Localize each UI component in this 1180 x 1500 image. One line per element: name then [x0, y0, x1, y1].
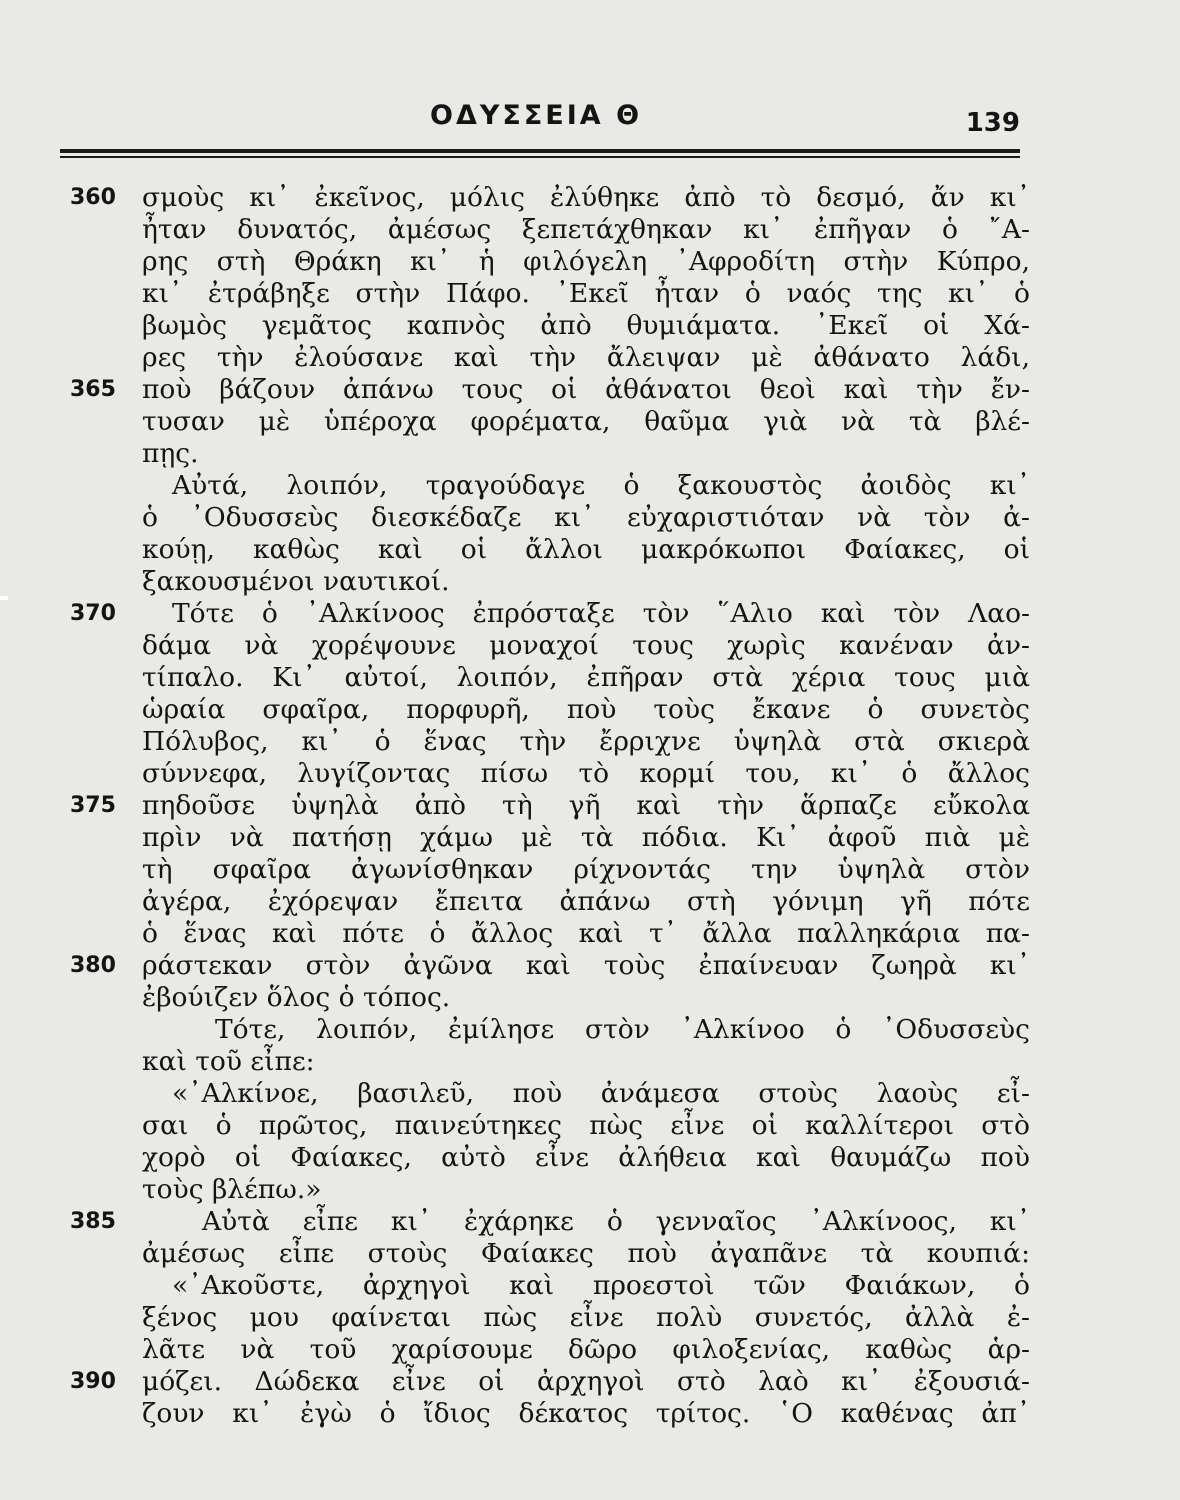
page-title: ΟΔΥΣΣΕΙΑ Θ	[430, 100, 643, 131]
text-line	[70, 1014, 1030, 1046]
text-line	[70, 598, 1030, 630]
line-number: 380	[70, 953, 116, 978]
text-line	[70, 1398, 1030, 1430]
line-text: τίπαλο. Κι᾽ αὐτοί, λοιπόν, ἐπῆραν στὰ χέρια τους μιὰ	[142, 662, 1030, 693]
text-line	[70, 822, 1030, 854]
text-line	[70, 1110, 1030, 1142]
text-line	[70, 438, 1030, 470]
line-text: ἦταν δυνατός, ἀμέσως ξεπετάχθηκαν κι᾽ ἐπῆγαν ὁ ῎Α-	[142, 214, 1030, 245]
line-text: ράστεκαν στὸν ἀγῶνα καὶ τοὺς ἐπαίνευαν ζωηρὰ κι᾽	[142, 950, 1030, 981]
line-text: καὶ τοῦ εἶπε:	[142, 1046, 315, 1077]
text-line	[70, 1238, 1030, 1270]
text-body	[70, 182, 1030, 1430]
text-line	[70, 1334, 1030, 1366]
line-text: ποὺ βάζουν ἀπάνω τους οἱ ἀθάνατοι θεοὶ καὶ τὴν ἔν-	[142, 374, 1030, 405]
text-line	[70, 1270, 1030, 1302]
text-line	[70, 982, 1030, 1014]
margin-mark	[0, 596, 8, 600]
line-text: «᾿Αλκίνοε, βασιλεῦ, ποὺ ἀνάμεσα στοὺς λαοὺς εἶ-	[172, 1078, 1030, 1109]
text-line	[70, 182, 1030, 214]
line-text: ἀγέρα, ἐχόρεψαν ἔπειτα ἀπάνω στὴ γόνιμη γῆ πότε	[142, 886, 1030, 917]
page-number: 139	[965, 108, 1020, 138]
text-line	[70, 1366, 1030, 1398]
line-text: Αὐτά, λοιπόν, τραγούδαγε ὁ ξακουστὸς ἀοιδὸς κι᾽	[172, 470, 1030, 501]
text-line	[70, 374, 1030, 406]
line-text: βωμὸς γεμᾶτος καπνὸς ἀπὸ θυμιάματα. ᾿Εκεῖ οἱ Χά-	[142, 310, 1030, 341]
text-line	[70, 534, 1030, 566]
line-text: δάμα νὰ χορέψουνε μοναχοί τους χωρὶς κανέναν ἀν-	[142, 630, 1030, 661]
line-number: 360	[70, 185, 116, 210]
line-text: μόζει. Δώδεκα εἶνε οἱ ἀρχηγοὶ στὸ λαὸ κι᾽ ἐξουσιά-	[142, 1366, 1030, 1397]
text-line	[70, 790, 1030, 822]
line-text: τυσαν μὲ ὑπέροχα φορέματα, θαῦμα γιὰ νὰ τὰ βλέ-	[142, 406, 1030, 437]
line-number: 365	[70, 377, 116, 402]
line-text: Αὐτὰ εἶπε κι᾽ ἐχάρηκε ὁ γενναῖος ᾿Αλκίνοος, κι᾽	[202, 1206, 1030, 1237]
text-line	[70, 630, 1030, 662]
text-line	[70, 950, 1030, 982]
line-number: 385	[70, 1209, 116, 1234]
line-text: χορὸ οἱ Φαίακες, αὐτὸ εἶνε ἀλήθεια καὶ θαυμάζω ποὺ	[142, 1142, 1030, 1173]
line-text: ὡραία σφαῖρα, πορφυρῆ, ποὺ τοὺς ἔκανε ὁ συνετὸς	[142, 694, 1030, 725]
text-line	[70, 854, 1030, 886]
line-text: ἀμέσως εἶπε στοὺς Φαίακες ποὺ ἀγαπᾶνε τὰ κουπιά:	[142, 1238, 1030, 1269]
text-line	[70, 886, 1030, 918]
text-line	[70, 342, 1030, 374]
line-text: Τότε ὁ ᾿Αλκίνοος ἐπρόσταξε τὸν ῞Αλιο καὶ τὸν Λαο-	[172, 598, 1030, 629]
line-text: ζουν κι᾽ ἐγὼ ὁ ἴδιος δέκατος τρίτος. ῾Ο καθένας ἀπ᾽	[142, 1398, 1030, 1429]
text-line	[70, 1142, 1030, 1174]
line-text: λᾶτε νὰ τοῦ χαρίσουμε δῶρο φιλοξενίας, καθὼς ἁρ-	[142, 1334, 1030, 1365]
text-line	[70, 278, 1030, 310]
line-text: ἐβούιζεν ὅλος ὁ τόπος.	[142, 982, 451, 1013]
line-text: ὁ ἕνας καὶ πότε ὁ ἄλλος καὶ τ᾽ ἄλλα παλληκάρια πα-	[142, 918, 1030, 949]
line-text: σύννεφα, λυγίζοντας πίσω τὸ κορμί του, κι᾽ ὁ ἄλλος	[142, 758, 1030, 789]
text-line	[70, 1206, 1030, 1238]
text-line	[70, 214, 1030, 246]
line-number: 375	[70, 793, 116, 818]
text-line	[70, 246, 1030, 278]
line-text: ξακουσμένοι ναυτικοί.	[142, 566, 450, 597]
text-line	[70, 310, 1030, 342]
running-header	[150, 100, 1020, 150]
text-line	[70, 1302, 1030, 1334]
line-text: ρες τὴν ἐλούσανε καὶ τὴν ἄλειψαν μὲ ἀθάνατο λάδι,	[142, 342, 1030, 373]
line-number: 390	[70, 1369, 116, 1394]
text-line	[70, 470, 1030, 502]
line-text: τοὺς βλέπω.»	[142, 1174, 322, 1205]
line-text: ρης στὴ Θράκη κι᾽ ἡ φιλόγελη ᾿Αφροδίτη στὴν Κύπρο,	[142, 246, 1030, 277]
text-line	[70, 918, 1030, 950]
line-text: πρὶν νὰ πατήσῃ χάμω μὲ τὰ πόδια. Κι᾽ ἀφοῦ πιὰ μὲ	[142, 822, 1030, 853]
line-text: ὁ ᾿Οδυσσεὺς διεσκέδαζε κι᾽ εὐχαριστιόταν νὰ τὸν ἀ-	[142, 502, 1030, 533]
line-text: πῃς.	[142, 438, 199, 469]
line-text: ξένος μου φαίνεται πὼς εἶνε πολὺ συνετός, ἀλλὰ ἐ-	[142, 1302, 1030, 1333]
text-line	[70, 1174, 1030, 1206]
line-text: Τότε, λοιπόν, ἐμίλησε στὸν ᾿Αλκίνοο ὁ ᾿Οδυσσεὺς	[215, 1014, 1030, 1045]
line-text: τὴ σφαῖρα ἀγωνίσθηκαν ρίχνοντάς την ὑψηλὰ στὸν	[142, 854, 1030, 885]
line-text: σμοὺς κι᾽ ἐκεῖνος, μόλις ἐλύθηκε ἀπὸ τὸ δεσμό, ἄν κι᾽	[142, 182, 1030, 213]
text-line	[70, 1046, 1030, 1078]
text-line	[70, 1078, 1030, 1110]
line-text: Πόλυβος, κι᾽ ὁ ἕνας τὴν ἔρριχνε ὑψηλὰ στὰ σκιερὰ	[142, 726, 1030, 757]
text-line	[70, 758, 1030, 790]
header-rule-thick	[60, 149, 1020, 153]
text-line	[70, 726, 1030, 758]
header-rule-thin	[60, 156, 1020, 158]
text-line	[70, 406, 1030, 438]
text-line	[70, 566, 1030, 598]
line-number: 370	[70, 601, 116, 626]
line-text: σαι ὁ πρῶτος, παινεύτηκες πὼς εἶνε οἱ καλλίτεροι στὸ	[142, 1110, 1030, 1141]
text-line	[70, 662, 1030, 694]
line-text: κι᾽ ἐτράβηξε στὴν Πάφο. ᾿Εκεῖ ἦταν ὁ ναός της κι᾽ ὁ	[142, 278, 1030, 309]
text-line	[70, 694, 1030, 726]
line-text: πηδοῦσε ὑψηλὰ ἀπὸ τὴ γῆ καὶ τὴν ἅρπαζε εὔκολα	[142, 790, 1030, 821]
line-text: κούῃ, καθὼς καὶ οἱ ἄλλοι μακρόκωποι Φαίακες, οἱ	[142, 534, 1030, 565]
line-text: «᾿Ακοῦστε, ἀρχηγοὶ καὶ προεστοὶ τῶν Φαιάκων, ὁ	[172, 1270, 1030, 1301]
text-line	[70, 502, 1030, 534]
